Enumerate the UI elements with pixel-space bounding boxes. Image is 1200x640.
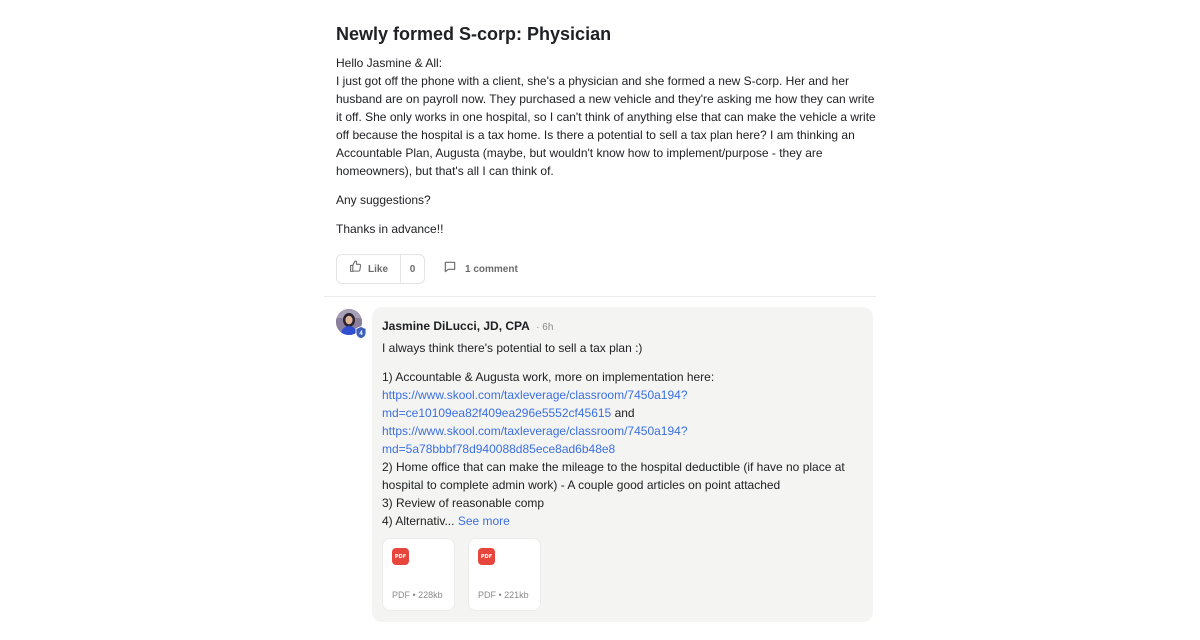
level-number: 4: [359, 331, 363, 337]
pdf-icon: PDF: [478, 548, 495, 565]
post-text: [336, 54, 876, 180]
post-actions: [336, 254, 518, 284]
level-badge: [355, 326, 367, 339]
comment-intro: I always think there's potential to sell a tax plan :): [382, 341, 643, 355]
item1-text: 1) Accountable & Augusta work, more on implementation here:: [382, 370, 715, 384]
like-control: [336, 254, 425, 284]
post-greeting: Hello Jasmine & All:: [336, 56, 443, 70]
post: [336, 22, 876, 238]
post-body: [336, 54, 876, 238]
item4-text: 4) Alternativ...: [382, 514, 455, 528]
comment-text: [382, 339, 862, 530]
pdf-attachment[interactable]: [468, 538, 541, 611]
link2-line2: md=5a78bbbf78d940088d85ece8ad6b48e8: [382, 442, 616, 456]
time-separator: ·: [536, 322, 540, 333]
comments-button[interactable]: [443, 260, 518, 279]
comment-count-label: 1 comment: [465, 263, 518, 275]
comment-item-1: [382, 368, 862, 458]
comment-card: [372, 307, 873, 622]
post-question: Any suggestions?: [336, 193, 431, 207]
comment-time: [536, 322, 553, 333]
comment-author[interactable]: Jasmine DiLucci, JD, CPA: [382, 319, 530, 333]
like-button[interactable]: [337, 255, 400, 283]
divider: [324, 296, 876, 297]
comment-header: [382, 318, 862, 336]
comment-item-2: 2) Home office that can make the mileage to the hospital deductible (if have no place at hospital to complete admin work) - A couple good articles on point attached: [382, 460, 845, 492]
comment-bubble-icon: [443, 260, 457, 279]
attachments: [382, 538, 541, 611]
post-paragraph: I just got off the phone with a client, she's a physician and she formed a new S-corp. Her and her husband are on payroll now. They purchased a new vehicle and they're asking me how they can write it off. She only works in one hospital, so I can't think of anything else that can make the vehicle a write off because the hospital is a tax home. Is there a potential to sell a tax plan here? I am thinking an Accountable Plan, Augusta (maybe, but wouldn't know how to implement/purpose - they are homeowners), but that's all I can think of.: [336, 74, 876, 178]
classroom-link-1[interactable]: [382, 388, 688, 420]
attachment-meta: PDF • 228kb: [392, 590, 443, 600]
comment-item-3: 3) Review of reasonable comp: [382, 496, 545, 510]
post-closing: Thanks in advance!!: [336, 222, 444, 236]
comment-item-4: [382, 512, 862, 530]
link1-line1: https://www.skool.com/taxleverage/classroom/7450a194?: [382, 388, 688, 402]
comment-content: [382, 318, 862, 530]
pdf-icon: PDF: [392, 548, 409, 565]
thumbs-up-icon: [349, 260, 362, 278]
like-count: 0: [400, 255, 424, 283]
link2-line1: https://www.skool.com/taxleverage/classroom/7450a194?: [382, 424, 688, 438]
post-title: Newly formed S-corp: Physician: [336, 24, 612, 44]
link1-line2: md=ce10109ea82f409ea296e5552cf45615: [382, 406, 612, 420]
see-more-link[interactable]: See more: [457, 514, 510, 528]
like-label: Like: [368, 263, 389, 275]
pdf-attachment[interactable]: [382, 538, 455, 611]
classroom-link-2[interactable]: [382, 424, 688, 456]
and-text: and: [614, 406, 635, 420]
time-value: 6h: [542, 322, 554, 333]
attachment-meta: PDF • 221kb: [478, 590, 529, 600]
